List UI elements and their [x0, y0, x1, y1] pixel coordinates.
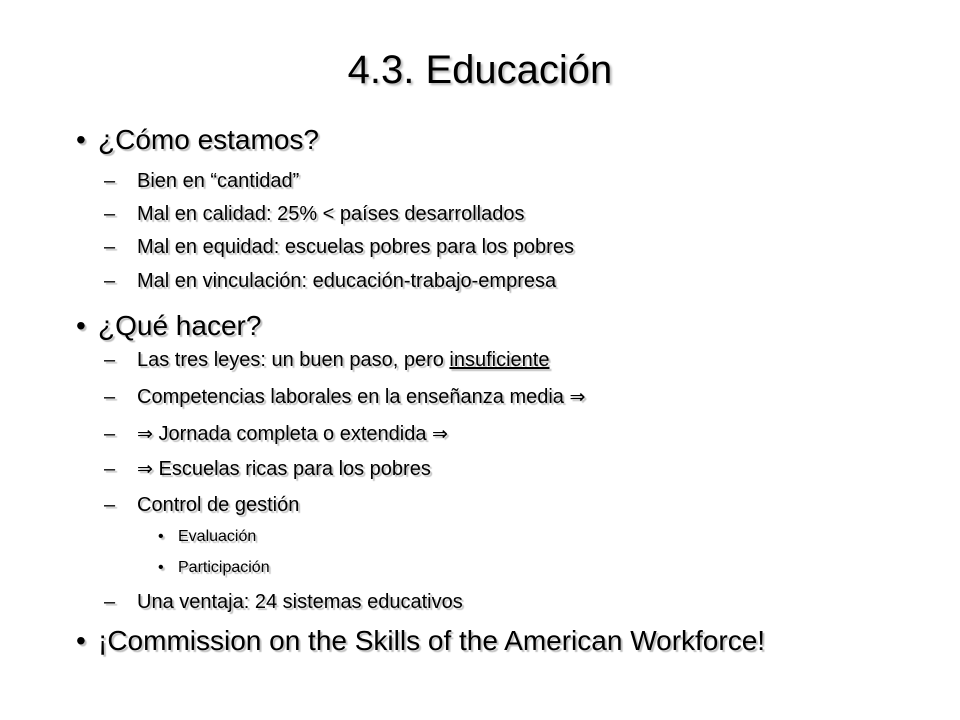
- subitem-text-main: Jornada completa o extendida: [158, 423, 427, 445]
- subsubitem-text: Participación: [178, 559, 270, 576]
- subsubitem-evaluacion: [158, 527, 758, 547]
- dash-glyph: –: [104, 203, 116, 225]
- dash-glyph: –: [104, 349, 116, 371]
- subitem-jornada-completa: [104, 421, 884, 447]
- bullet-como-estamos: [76, 123, 876, 157]
- subitem-text: Bien en “cantidad”: [137, 170, 300, 192]
- bullet-commission: [76, 624, 936, 658]
- implies-arrow-icon: ⇒: [137, 458, 153, 480]
- dash-glyph: –: [104, 494, 116, 516]
- subitem-text: [137, 456, 431, 482]
- subitem-text: Mal en equidad: escuelas pobres para los pobres: [137, 236, 574, 258]
- subitem-text: Control de gestión: [137, 494, 300, 516]
- subitem-text: Una ventaja: 24 sistemas educativos: [137, 591, 463, 613]
- dash-glyph: –: [104, 236, 116, 258]
- subitem-mal-en-equidad: [104, 234, 884, 260]
- slide-title: 4.3. Educación: [347, 48, 613, 92]
- subitem-text: [137, 384, 585, 410]
- heading-que-hacer: ¿Qué hacer?: [98, 310, 262, 341]
- subitem-escuelas-ricas: [104, 456, 884, 482]
- subitem-una-ventaja: [104, 589, 884, 615]
- heading-commission: ¡Commission on the Skills of the American Workforce!: [98, 625, 766, 656]
- bullet-glyph: •: [158, 528, 164, 545]
- dash-glyph: –: [104, 170, 116, 192]
- dash-glyph: –: [104, 591, 116, 613]
- bullet-glyph: •: [76, 310, 86, 341]
- subitem-text: [137, 421, 448, 447]
- dash-glyph: –: [104, 423, 116, 445]
- subitem-control-de-gestion: [104, 492, 884, 518]
- implies-arrow-icon: ⇒: [569, 386, 586, 408]
- subitem-tres-leyes: [104, 347, 884, 373]
- bullet-glyph: •: [76, 625, 86, 656]
- dash-glyph: –: [104, 458, 116, 480]
- subsubitem-participacion: [158, 558, 758, 578]
- subitem-text: Mal en vinculación: educación-trabajo-empresa: [137, 270, 557, 292]
- underlined-insuficiente: insuficiente: [449, 349, 550, 371]
- subitem-mal-en-calidad: [104, 201, 884, 227]
- dash-glyph: –: [104, 270, 116, 292]
- implies-arrow-icon: ⇒: [432, 423, 448, 445]
- subsubitem-text: Evaluación: [178, 528, 257, 545]
- subitem-mal-en-vinculacion: [104, 268, 884, 294]
- bullet-glyph: •: [76, 124, 86, 155]
- subitem-text-prefix: Las tres leyes: un buen paso, pero: [137, 349, 450, 371]
- heading-como-estamos: ¿Cómo estamos?: [98, 124, 319, 155]
- bullet-que-hacer: [76, 309, 876, 343]
- subitem-bien-en-cantidad: [104, 168, 884, 194]
- bullet-glyph: •: [158, 559, 164, 576]
- implies-arrow-icon: ⇒: [137, 423, 153, 445]
- subitem-text-main: Competencias laborales en la enseñanza media: [137, 386, 564, 408]
- subitem-competencias-laborales: [104, 384, 884, 410]
- subitem-text-main: Escuelas ricas para los pobres: [158, 458, 431, 480]
- dash-glyph: –: [104, 386, 116, 408]
- subitem-text: Mal en calidad: 25% < países desarrollados: [137, 203, 525, 225]
- subitem-text: [137, 347, 549, 373]
